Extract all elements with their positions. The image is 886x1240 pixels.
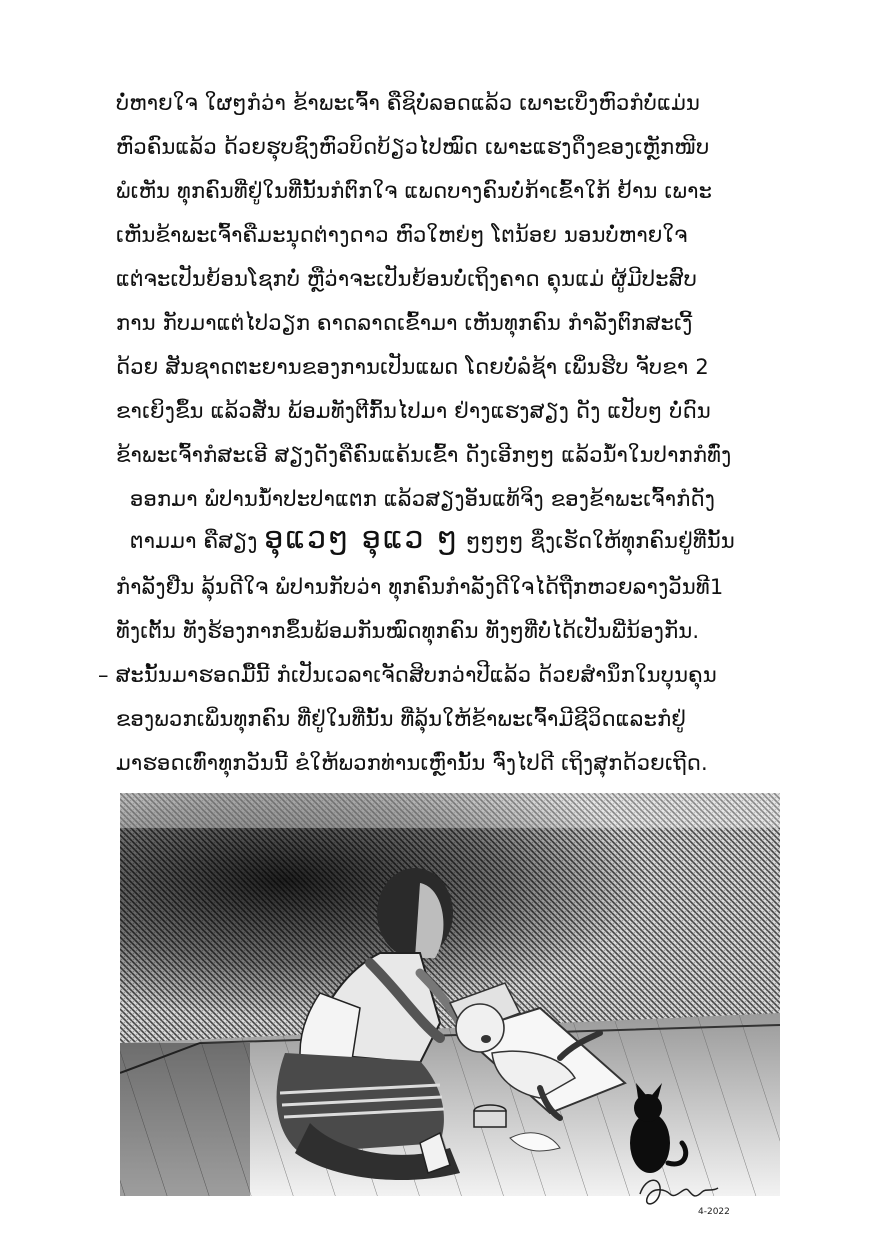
text-line: ອອກມາ ພໍປານນ້ຳປະປາແຕກ ແລ້ວສຽງອັນແທ້ຈິງ ຂອງຂ້າພະເຈົ້າກໍດັງ [130, 487, 716, 511]
text-line: ການ ກັບມາແຕ່ໄປວຽກ ຄາດລາດເຂົ້າມາ ເຫັນທຸກຄົນ ກຳລັງຕົກສະເງີ້ [116, 311, 693, 335]
text-line: ຂອງພວກເພິ່ນທຸກຄົນ ທີ່ຢູ່ໃນທີ່ນັ້ນ ທີ່ລຸ້ນໃຫ້ຂ້າພະເຈົ້າມີຊີວິດແລະກໍຢູ່ [116, 707, 687, 731]
text-segment: ໆໆໆໆ ຊຶ່ງເຮັດໃຫ້ທຸກຄົນຢູ່ທີ່ນັ້ນ [466, 529, 735, 553]
text-line: ເຫັນຂ້າພະເຈົ້າຄືມະນຸດຕ່າງດາວ ຫົວໃຫຍ່ໆ ໂຕນ້ອຍ ນອນບໍ່ຫາຍໃຈ [116, 223, 688, 247]
text-line: ດ້ວຍ ສັນຊາດຕະຍານຂອງການເປັນແພດ ໂດຍບໍ່ລໍຊ້າ ເພິ່ນຮີບ ຈັບຂາ 2 [116, 355, 709, 379]
signature [632, 1172, 742, 1226]
text-line: ບໍ່ຫາຍໃຈ ໃຜໆກໍວ່າ ຂ້າພະເຈົ້າ ຄືຊິບໍ່ລອດແລ້ວ ເພາະເບິ່ງຫົວກໍບໍ່ແມ່ນ [116, 91, 701, 115]
text-line: ພໍເຫັນ ທຸກຄົນທີ່ຢູ່ໃນທີ່ນັ້ນກໍຕົກໃຈ ແພດບາງຄົນບໍ່ກ້າເຂົ້າໃກ້ ຢ້ານ ເພາະ [116, 179, 713, 203]
signature-date: 4-2022 [698, 1207, 730, 1217]
text-line: ທັງເຕັ້ນ ທັງຮ້ອງກາກຂຶ້ນພ້ອມກັນໝົດທຸກຄົນ ທັງໆທີ່ບໍ່ໄດ້ເປັນພີ່ນ້ອງກັນ. [116, 619, 700, 643]
text-line: ຫົວຄົນແລ້ວ ດ້ວຍຮຸບຊົງຫົວບິດບ້ຽວໄປໝົດ ເພາະແຮງດຶງຂອງເຫຼັກໜີບ [116, 135, 710, 159]
text-line: ມາຮອດເທົ່າທຸກວັນນີ້ ຂໍໃຫ້ພວກທ່ານເຫຼົ່ານັ້ນ ຈົ່ງໄປດີ ເຖິງສຸກດ້ວຍເຖີດ. [116, 751, 708, 775]
text-line: ຂາເຍິງຂຶ້ນ ແລ້ວສັ່ນ ພ້ອມທັງຕີກົ້ນໄປມາ ຢ່າງແຮງສຽງ ດັງ ແປັບໆ ບໍ່ດົນ [116, 399, 711, 423]
text-line: ແຕ່ຈະເປັນຍ້ອນໂຊກບໍ່ ຫຼືວ່າຈະເປັນຍ້ອນບໍ່ເຖິງຄາດ ຄຸນແມ່ ຜູ້ມີປະສົບ [116, 267, 698, 291]
text-line: – ສະນັ້ນມາຮອດມື້ນີ້ ກໍເປັນເວລາເຈັດສິບກວ່າປີແລ້ວ ດ້ວຍສຳນຶກໃນບຸນຄຸນ [98, 663, 717, 687]
baby-cry-text: ອຸແວໆ ອຸແວ ໆ [264, 521, 460, 556]
text-line: ກຳລັງຢືນ ລຸ້ນດີໃຈ ພໍປານກັບວ່າ ທຸກຄົນກຳລັງດີໃຈໄດ້ຖືກຫວຍລາງວັນທີ1 [116, 575, 724, 599]
text-line: ຂ້າພະເຈົ້າກໍສະເອີ ສຽງດັງຄືຄົນແຄ້ນເຂົ້າ ດັງເອີກໆໆ ແລ້ວນ້ຳໃນປາກກໍທົ່ງ [116, 443, 732, 467]
text-segment: ຕາມມາ ຄືສຽງ [130, 529, 258, 553]
text-line-with-cry [130, 521, 735, 556]
mother-feeding-baby-illustration [120, 793, 780, 1196]
